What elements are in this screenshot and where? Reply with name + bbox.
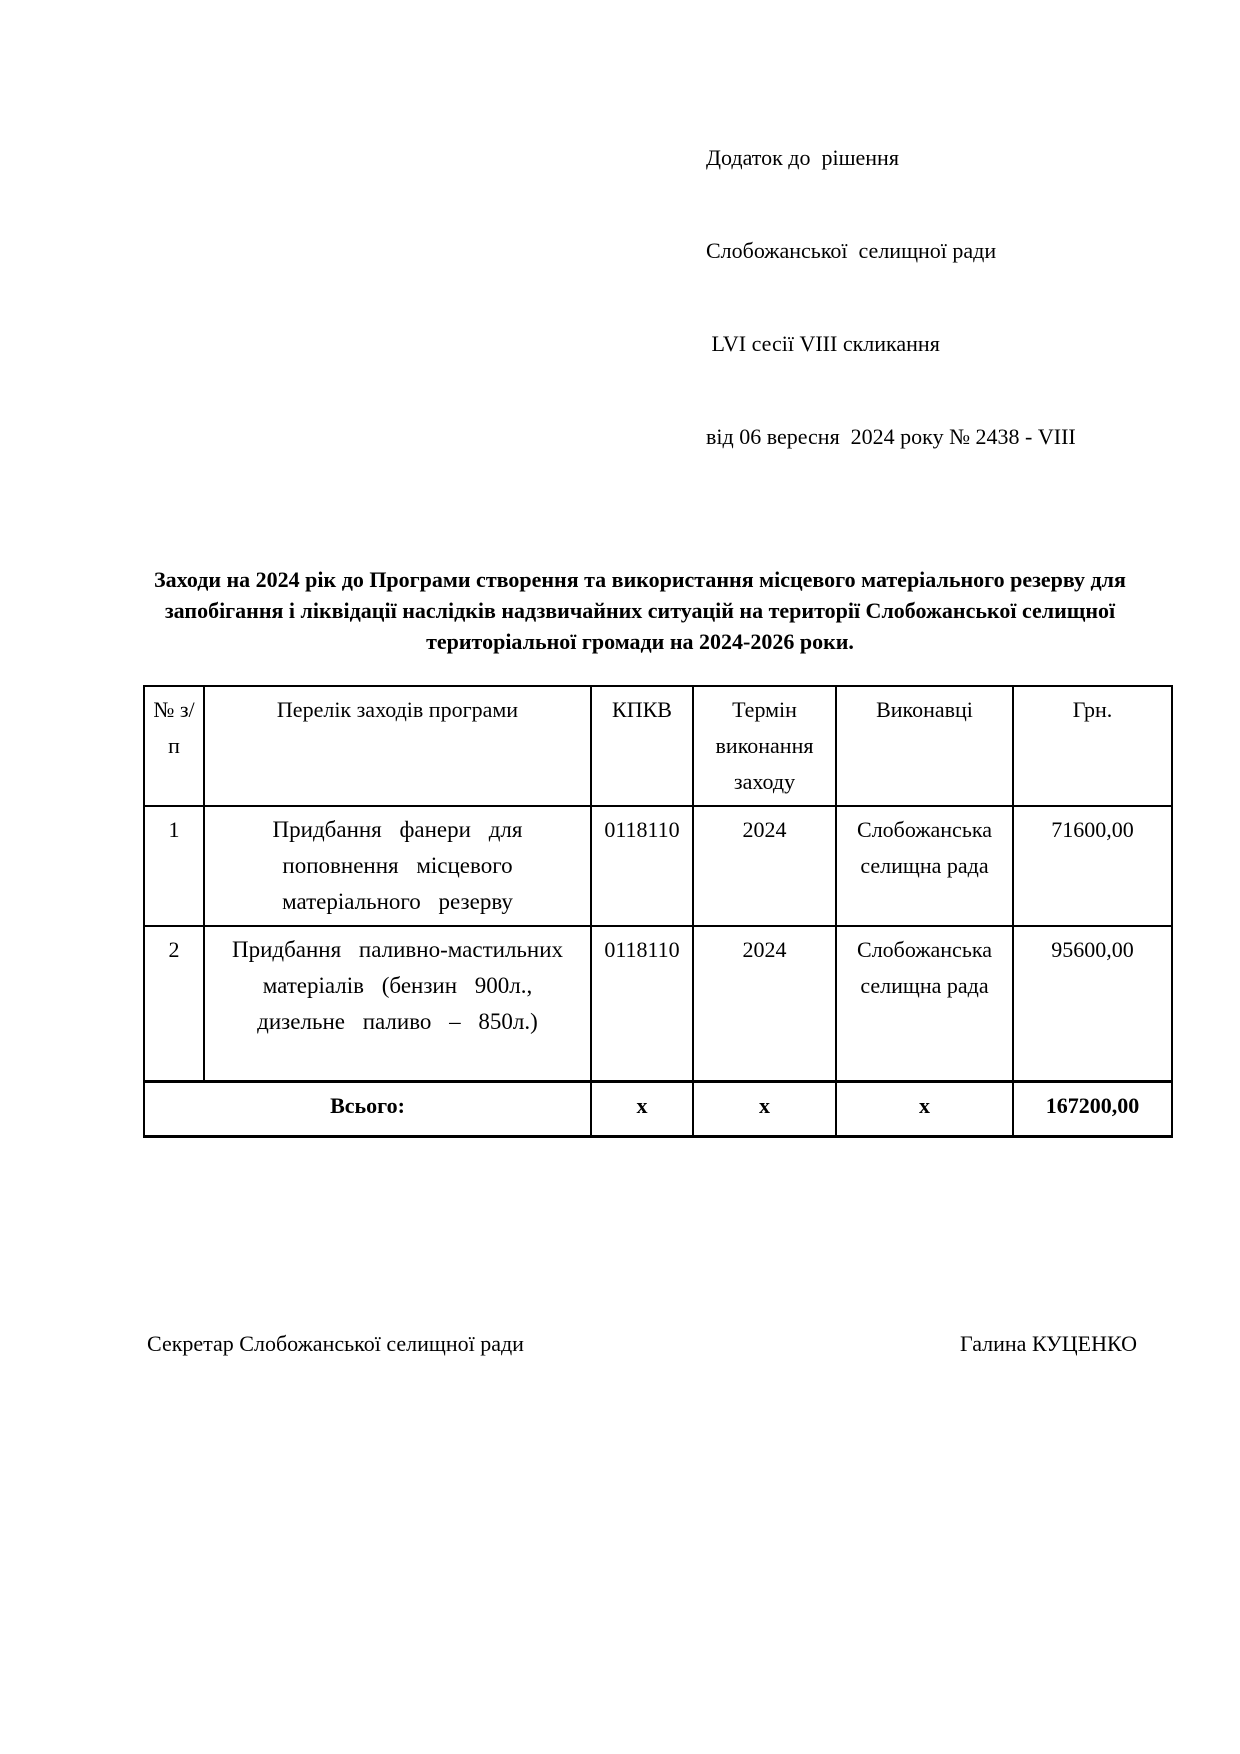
column-header-amount: Грн. — [1013, 686, 1172, 806]
table-row — [144, 926, 1172, 1081]
page-title: Заходи на 2024 рік до Програми створення та використання місцевого матеріального резерву для запобігання і ліквідації наслідків надзвичайних ситуацій на території Слобожанської селищної територіальної громади на 2024-2026 роки. — [154, 567, 1126, 654]
signature-row — [147, 1330, 1137, 1358]
row-num: 2 — [144, 926, 204, 1081]
column-header-kpkv: КПКВ — [591, 686, 693, 806]
table-total-row — [144, 1081, 1172, 1136]
measures-table — [143, 685, 1173, 1138]
column-header-executor: Виконавці — [836, 686, 1013, 806]
total-kpkv: х — [591, 1081, 693, 1136]
table-row — [144, 806, 1172, 926]
total-executor: х — [836, 1081, 1013, 1136]
row-num: 1 — [144, 806, 204, 926]
row-measure: Придбання паливно-мастильних матеріалів (бензин 900л., дизельне паливо – 850л.) — [204, 926, 591, 1081]
column-header-num: № з/п — [144, 686, 204, 806]
row-amount: 71600,00 — [1013, 806, 1172, 926]
row-measure: Придбання фанери для поповнення місцевого матеріального резерву — [204, 806, 591, 926]
column-header-measure: Перелік заходів програми — [204, 686, 591, 806]
row-executor: Слобожанська селищна рада — [836, 926, 1013, 1081]
reference-line-2: Слобожанської селищної ради — [706, 238, 997, 263]
row-term: 2024 — [693, 926, 836, 1081]
decision-reference-block — [706, 0, 1240, 514]
total-amount: 167200,00 — [1013, 1081, 1172, 1136]
total-term: х — [693, 1081, 836, 1136]
reference-line-1: Додаток до рішення — [706, 145, 899, 170]
row-term: 2024 — [693, 806, 836, 926]
signatory-name: Галина КУЦЕНКО — [960, 1330, 1137, 1356]
row-kpkv: 0118110 — [591, 926, 693, 1081]
column-header-term: Термін виконання заходу — [693, 686, 836, 806]
reference-line-3: LVI сесії VIII скликання — [706, 331, 940, 356]
table-header-row — [144, 686, 1172, 806]
signatory-role: Секретар Слобожанської селищної ради — [147, 1330, 524, 1356]
total-label: Всього: — [144, 1081, 591, 1136]
reference-line-4: від 06 вересня 2024 року № 2438 - VIII — [706, 424, 1076, 449]
row-kpkv: 0118110 — [591, 806, 693, 926]
row-amount: 95600,00 — [1013, 926, 1172, 1081]
row-executor: Слобожанська селищна рада — [836, 806, 1013, 926]
